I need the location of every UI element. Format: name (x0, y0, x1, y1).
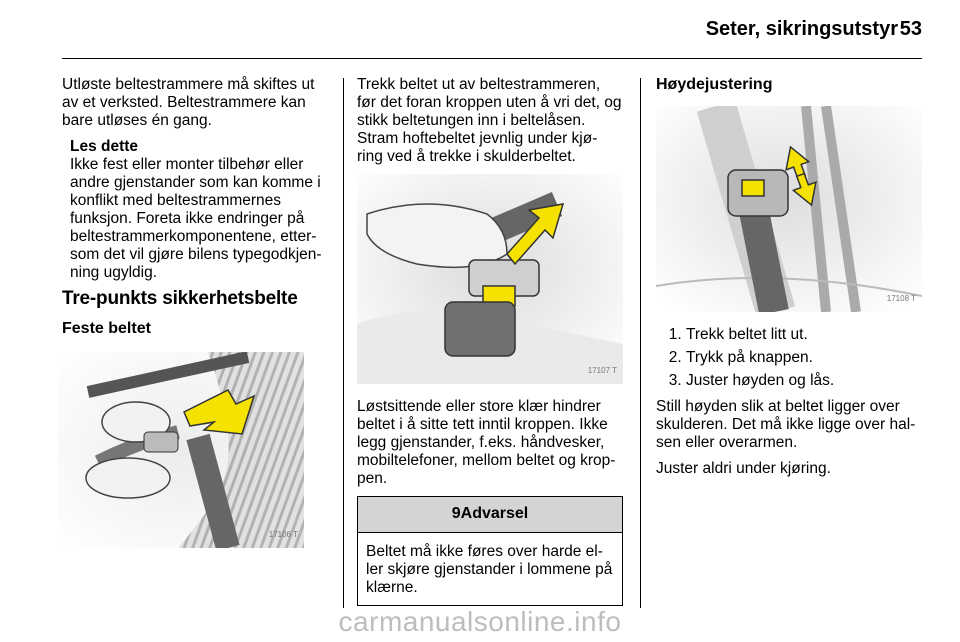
subheading: Feste beltet (62, 320, 151, 337)
height-instruction-paragraph: Still høyden slik at beltet ligger over skulderen. Det må ikke ligge over hal-sen eller overarmen. (656, 398, 916, 451)
step-item: 3. Juster høyden og lås. (686, 372, 924, 390)
buckle-drawing (357, 174, 623, 384)
note-block (70, 138, 330, 282)
belt-instructions-paragraph: Trekk beltet ut av beltestrammeren, før det foran kroppen uten å vri det, og stikk beltetungen inn i beltelåsen. Stram hoftebeltet jevnlig under kjø-ring ved å trekke i skulderbeltet. (357, 76, 622, 165)
adjustment-steps (656, 326, 924, 390)
note-title: Les dette (70, 138, 139, 155)
driving-warning-paragraph: Juster aldri under kjøring. (656, 460, 831, 477)
warning-text: Beltet må ikke føres over harde el-ler skjøre gjenstander i lommene på klærne. (366, 543, 613, 596)
warning-box (357, 496, 623, 606)
note-text: Ikke fest eller monter tilbehør eller andre gjenstander som kan komme i konflikt med beltestrammernes funksjon. Foreta ikke endringer på beltestrammerkomponentene, etter-som det vil gjøre bilens typegodkjen-ning ugyldig. (70, 156, 322, 281)
watermark: carmanualsonline.info (338, 606, 622, 637)
seatbelt-fastening-illustration (58, 352, 304, 548)
column-3 (656, 76, 924, 486)
buckle-illustration (357, 174, 623, 384)
figure-code: 17106 T (268, 530, 298, 539)
height-adjustment-heading: Høydejustering (656, 76, 773, 93)
height-adjust-drawing (656, 106, 922, 312)
warning-header (358, 497, 622, 533)
section-heading: Tre-punkts sikkerhetsbelte (62, 288, 298, 309)
column-divider-1 (343, 78, 344, 608)
column-divider-2 (640, 78, 641, 608)
header-divider (62, 58, 922, 59)
warning-icon: 9 (451, 505, 461, 522)
intro-paragraph: Utløste beltestrammere må skiftes ut av et verksted. Beltestrammere kan bare utløses én gang. (62, 76, 315, 129)
page-number: 53 (899, 18, 922, 40)
figure-code: 17107 T (587, 366, 617, 375)
warning-title: Advarsel (460, 505, 529, 522)
height-adjust-illustration (656, 106, 922, 312)
page-title: Seter, sikringsutstyr (705, 18, 898, 40)
column-1 (62, 76, 330, 548)
loose-clothing-paragraph: Løstsittende eller store klær hindrer beltet i å sitte tett inntil kroppen. Ikke legg gjenstander, f.eks. håndvesker, mobiltelefoner, mellom beltet og krop-pen. (357, 398, 616, 487)
column-2 (357, 76, 623, 606)
step-item: 2. Trykk på knappen. (686, 349, 924, 367)
step-item: 1. Trekk beltet litt ut. (686, 326, 924, 344)
seatbelt-fastening-drawing (58, 352, 304, 548)
figure-code: 17108 T (886, 294, 916, 303)
